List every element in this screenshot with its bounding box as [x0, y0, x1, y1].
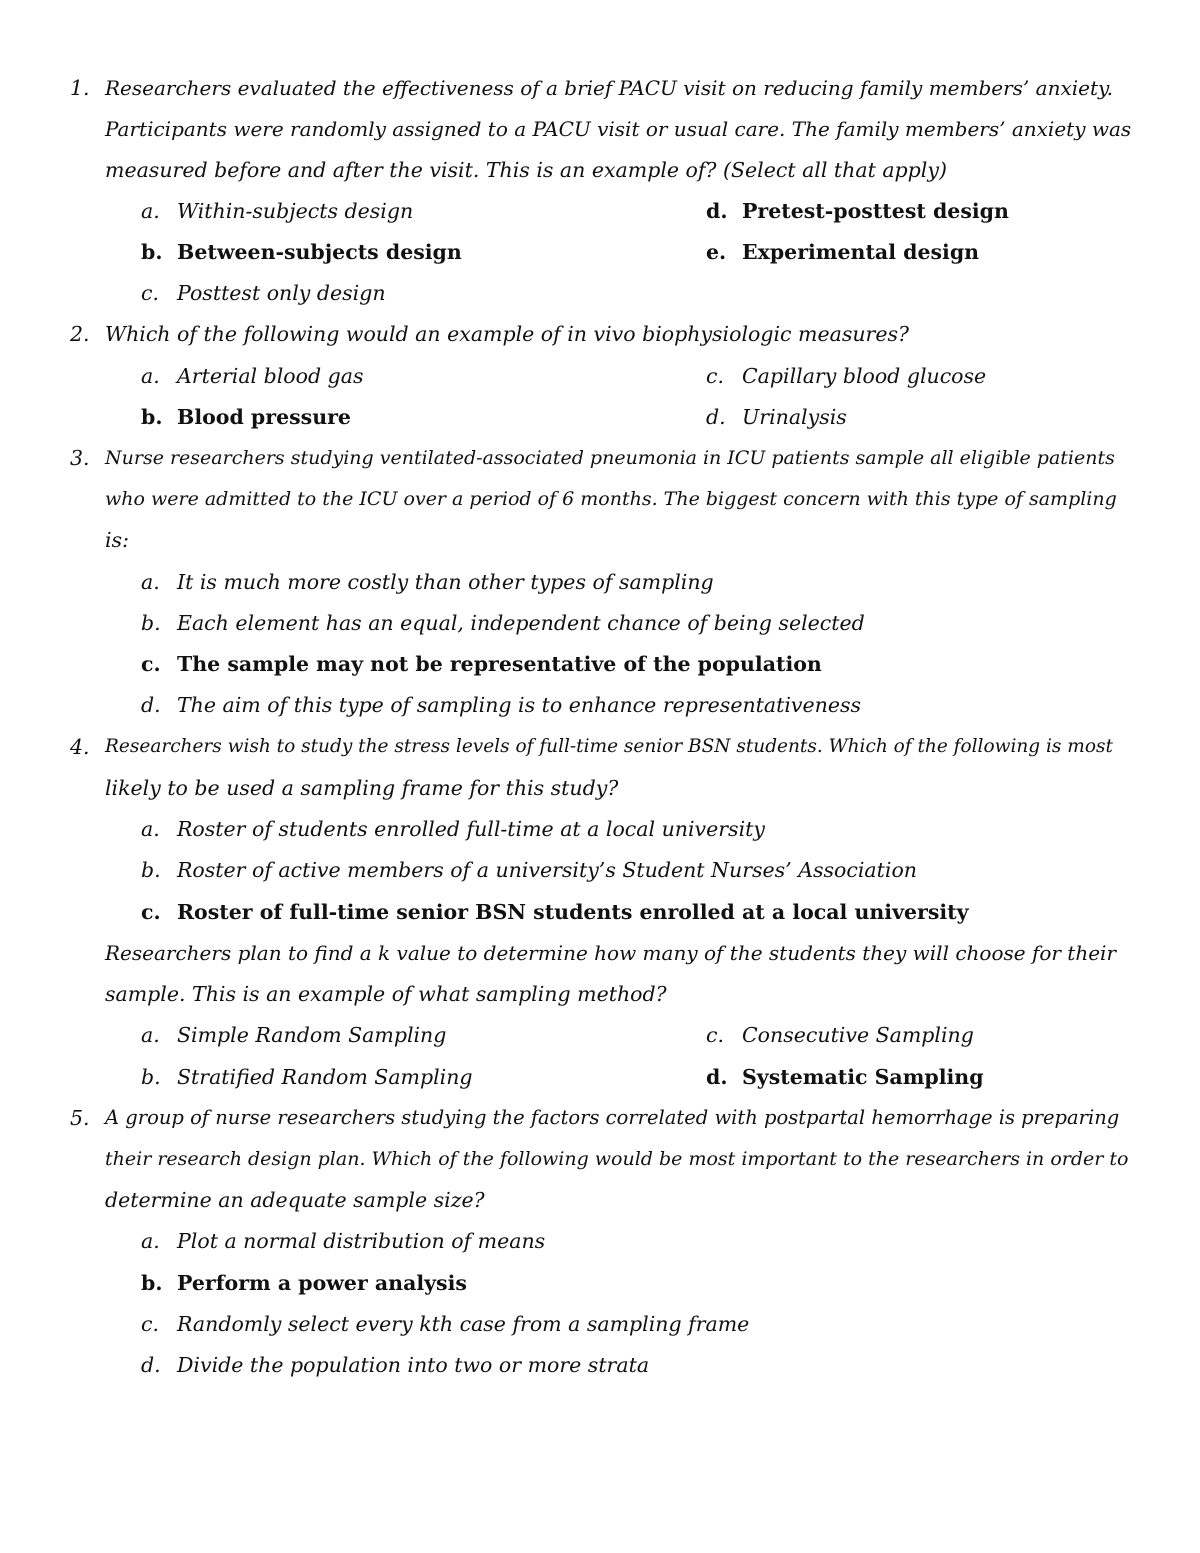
q4-option-a-text: Roster of students enrolled full-time at a local university: [177, 817, 765, 841]
question-5-text-line-2: their research design plan. Which of the following would be most important to the researchers in order to: [105, 1148, 1129, 1170]
q3-option-c-text: The sample may not be representative of the population: [177, 652, 822, 676]
q4-option-a-letter: a.: [141, 817, 160, 841]
q5-option-c-letter: c.: [141, 1312, 159, 1336]
question-3-text-line-1: Nurse researchers studying ventilated-associated pneumonia in ICU patients sample all eligible patients: [105, 447, 1115, 469]
q5-option-b-letter: b.: [141, 1271, 163, 1295]
q4-followup-option-d-text: Systematic Sampling: [742, 1065, 984, 1089]
question-4-followup-line-1: Researchers plan to find a k value to determine how many of the students they will choose for their: [105, 941, 1117, 965]
q1-option-b-letter: b.: [141, 240, 163, 264]
q1-option-b-text: Between-subjects design: [177, 240, 462, 264]
q2-option-d-text: Urinalysis: [742, 405, 847, 429]
q1-option-e-letter: e.: [706, 240, 727, 264]
q4-followup-option-b-text: Stratified Random Sampling: [177, 1065, 473, 1089]
q1-option-d-text: Pretest-posttest design: [742, 199, 1009, 223]
q1-option-c-text: Posttest only design: [177, 281, 386, 305]
q5-option-d-letter: d.: [141, 1353, 161, 1377]
q5-option-a-text: Plot a normal distribution of means: [177, 1229, 546, 1253]
q5-option-d-text: Divide the population into two or more strata: [177, 1353, 650, 1377]
q2-option-b-letter: b.: [141, 405, 163, 429]
question-5-text-line-1: A group of nurse researchers studying the factors correlated with postpartal hemorrhage is preparing: [105, 1106, 1120, 1129]
question-4-followup-line-2: sample. This is an example of what sampling method?: [105, 982, 667, 1006]
q1-option-a-text: Within-subjects design: [177, 199, 414, 223]
question-3-text-line-3: is:: [105, 528, 129, 552]
question-1-text-line-3: measured before and after the visit. This is an example of? (Select all that apply): [105, 158, 947, 182]
q4-followup-option-a-letter: a.: [141, 1023, 160, 1047]
q4-followup-option-d-letter: d.: [706, 1065, 728, 1089]
q3-option-a-text: It is much more costly than other types of sampling: [177, 570, 714, 594]
question-5-number: 5.: [70, 1106, 90, 1130]
q5-option-b-text: Perform a power analysis: [177, 1271, 467, 1295]
q4-option-c-letter: c.: [141, 900, 161, 924]
q3-option-c-letter: c.: [141, 652, 161, 676]
question-1-number: 1.: [70, 76, 90, 100]
question-1-text-line-1: Researchers evaluated the effectiveness of a brief PACU visit on reducing family members’ anxiety.: [105, 76, 1113, 100]
q1-option-e-text: Experimental design: [742, 240, 980, 264]
q1-option-a-letter: a.: [141, 199, 160, 223]
q3-option-d-letter: d.: [141, 693, 161, 717]
q5-option-a-letter: a.: [141, 1229, 160, 1253]
q1-option-d-letter: d.: [706, 199, 728, 223]
question-1-text-line-2: Participants were randomly assigned to a PACU visit or usual care. The family members’ anxiety was: [105, 117, 1132, 141]
q3-option-b-letter: b.: [141, 611, 161, 635]
q2-option-b-text: Blood pressure: [177, 405, 351, 429]
q4-option-c-text: Roster of full-time senior BSN students enrolled at a local university: [177, 900, 969, 924]
q1-option-c-letter: c.: [141, 281, 159, 305]
q4-followup-option-c-text: Consecutive Sampling: [742, 1023, 974, 1047]
q4-followup-option-b-letter: b.: [141, 1065, 161, 1089]
q3-option-b-text: Each element has an equal, independent chance of being selected: [177, 611, 865, 635]
q4-option-b-text: Roster of active members of a university’s Student Nurses’ Association: [177, 858, 917, 882]
q2-option-d-letter: d.: [706, 405, 726, 429]
question-5-text-line-3: determine an adequate sample size?: [105, 1188, 485, 1212]
q4-option-b-letter: b.: [141, 858, 161, 882]
q4-followup-option-a-text: Simple Random Sampling: [177, 1023, 447, 1047]
question-4-text-line-2: likely to be used a sampling frame for this study?: [105, 776, 619, 800]
q2-option-a-letter: a.: [141, 364, 160, 388]
q3-option-a-letter: a.: [141, 570, 160, 594]
q2-option-a-text: Arterial blood gas: [177, 364, 364, 388]
question-4-number: 4.: [70, 735, 90, 759]
q2-option-c-letter: c.: [706, 364, 724, 388]
question-3-text-line-2: who were admitted to the ICU over a period of 6 months. The biggest concern with this type of sampling: [105, 488, 1117, 510]
q3-option-d-text: The aim of this type of sampling is to enhance representativeness: [177, 693, 861, 717]
question-2-text-line-1: Which of the following would an example of in vivo biophysiologic measures?: [105, 322, 909, 346]
question-2-number: 2.: [70, 322, 90, 346]
question-4-text-line-1: Researchers wish to study the stress levels of full-time senior BSN students. Which of the following is most: [105, 736, 1113, 757]
q4-followup-option-c-letter: c.: [706, 1023, 724, 1047]
question-3-number: 3.: [70, 446, 90, 470]
q5-option-c-text: Randomly select every kth case from a sampling frame: [177, 1312, 750, 1336]
q2-option-c-text: Capillary blood glucose: [742, 364, 987, 388]
